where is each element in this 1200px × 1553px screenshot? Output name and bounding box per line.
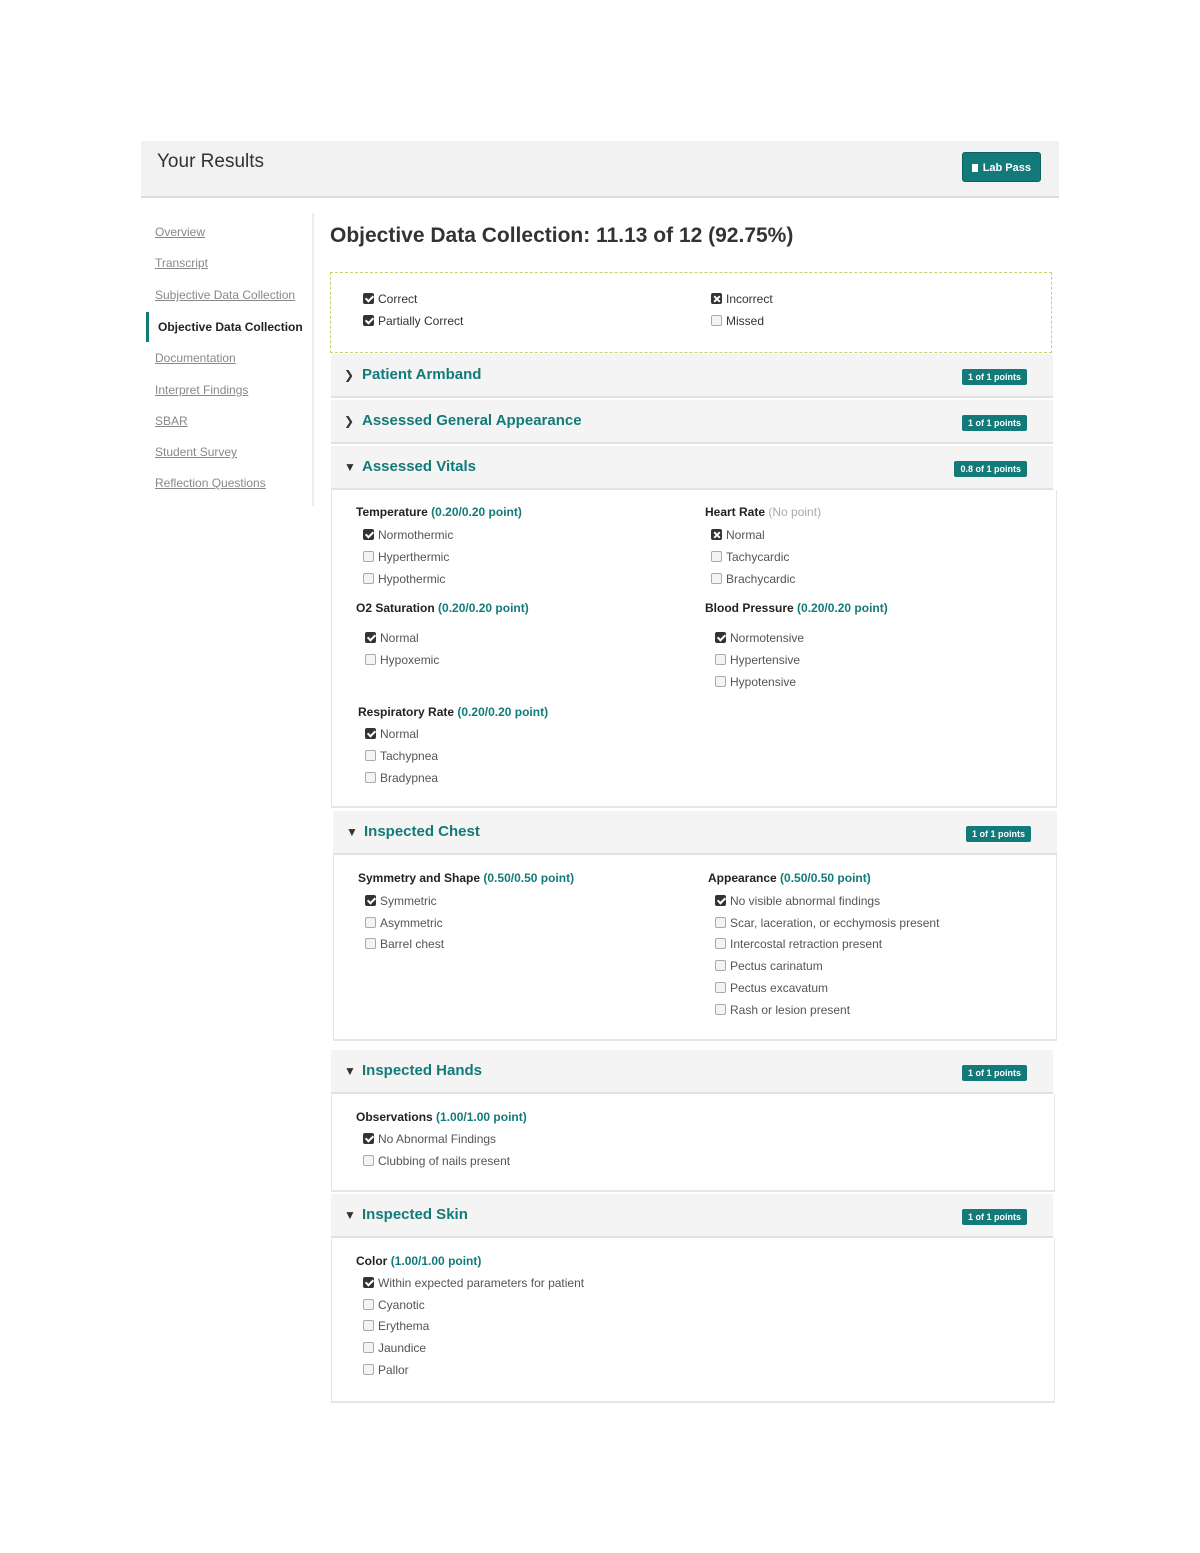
section-inspected-hands[interactable]: [331, 1050, 1053, 1094]
points-badge: 1 of 1 points: [962, 415, 1027, 431]
checkbox-checked-icon: [363, 1277, 374, 1288]
option-no-abnormal-findings: No Abnormal Findings: [363, 1132, 496, 1146]
sidebar-item-interpret-findings[interactable]: Interpret Findings: [155, 383, 249, 397]
option-jaundice: Jaundice: [363, 1341, 426, 1355]
option-bradypnea: Bradypnea: [365, 771, 438, 785]
sidebar-item-subjective-data-collection[interactable]: Subjective Data Collection: [155, 288, 296, 302]
checkbox-empty-icon: [715, 917, 726, 928]
chevron-down-icon: ▼: [346, 825, 358, 839]
option-hypothermic: Hypothermic: [363, 572, 445, 586]
checkbox-empty-icon: [715, 676, 726, 687]
vitals-body: [331, 490, 1057, 808]
chevron-right-icon: ❯: [344, 368, 355, 382]
page-title: Objective Data Collection: 11.13 of 12 (92.75%): [330, 224, 794, 247]
points-badge: 1 of 1 points: [962, 1209, 1027, 1225]
checkbox-empty-icon: [365, 938, 376, 949]
option-pectus-excavatum: Pectus excavatum: [715, 981, 828, 995]
sidebar-item-overview[interactable]: Overview: [155, 225, 206, 239]
checkbox-empty-icon: [363, 1342, 374, 1353]
option-pallor: Pallor: [363, 1363, 409, 1377]
section-inspected-chest[interactable]: [333, 811, 1057, 855]
option-scar-laceration: Scar, laceration, or ecchymosis present: [715, 916, 939, 930]
option-normal: Normal: [365, 631, 419, 645]
option-barrel-chest: Barrel chest: [365, 937, 444, 951]
checkbox-empty-icon: [365, 750, 376, 761]
sidebar-item-student-survey[interactable]: Student Survey: [155, 445, 238, 459]
option-tachypnea: Tachypnea: [365, 749, 438, 763]
sidebar-item-documentation[interactable]: Documentation: [155, 351, 236, 365]
legend-incorrect: Incorrect: [711, 292, 773, 306]
question-observations: Observations (1.00/1.00 point): [356, 1110, 527, 1124]
option-pectus-carinatum: Pectus carinatum: [715, 959, 823, 973]
points-badge: 1 of 1 points: [962, 369, 1027, 385]
chest-body: [333, 855, 1057, 1041]
checkbox-checked-icon: [715, 895, 726, 906]
checkbox-empty-icon: [363, 1155, 374, 1166]
sidebar-item-sbar[interactable]: SBAR: [155, 414, 188, 428]
checkbox-checked-icon: [365, 895, 376, 906]
option-asymmetric: Asymmetric: [365, 916, 443, 930]
checkbox-empty-icon: [365, 654, 376, 665]
question-symmetry-and-shape: Symmetry and Shape (0.50/0.50 point): [358, 871, 575, 885]
checkbox-empty-icon: [363, 573, 374, 584]
option-hypoxemic: Hypoxemic: [365, 653, 439, 667]
checkbox-empty-icon: [711, 315, 722, 326]
section-title: Inspected Chest: [364, 823, 480, 840]
question-color: Color (1.00/1.00 point): [356, 1254, 482, 1268]
option-erythema: Erythema: [363, 1319, 429, 1333]
question-blood-pressure: Blood Pressure (0.20/0.20 point): [705, 601, 888, 615]
results-header: [141, 141, 1059, 198]
checkbox-empty-icon: [363, 1299, 374, 1310]
chevron-right-icon: ❯: [344, 414, 355, 428]
checkbox-empty-icon: [715, 960, 726, 971]
question-temperature: Temperature (0.20/0.20 point): [356, 505, 522, 519]
checkbox-checked-icon: [363, 315, 374, 326]
checkbox-checked-icon: [363, 529, 374, 540]
question-heart-rate: Heart Rate (No point): [705, 505, 822, 519]
legend: [330, 272, 1052, 353]
checkbox-empty-icon: [365, 917, 376, 928]
section-title: Inspected Hands: [362, 1062, 483, 1079]
checkbox-x-icon: [711, 529, 722, 540]
checkbox-checked-icon: [363, 293, 374, 304]
page-header-title: Your Results: [157, 151, 265, 172]
sidebar-item-reflection-questions[interactable]: Reflection Questions: [155, 476, 266, 490]
checkbox-x-icon: [711, 293, 722, 304]
option-within-expected-parameters: Within expected parameters for patient: [363, 1276, 584, 1290]
hands-body: [331, 1094, 1055, 1192]
option-hypotensive: Hypotensive: [715, 675, 796, 689]
question-o2-saturation: O2 Saturation (0.20/0.20 point): [356, 601, 529, 615]
checkbox-empty-icon: [363, 551, 374, 562]
sidebar-item-objective-data-collection[interactable]: Objective Data Collection: [146, 312, 303, 342]
option-rash-or-lesion: Rash or lesion present: [715, 1003, 850, 1017]
checkbox-checked-icon: [715, 632, 726, 643]
points-badge: 1 of 1 points: [966, 826, 1031, 842]
question-appearance: Appearance (0.50/0.50 point): [708, 871, 871, 885]
option-brachycardic: Brachycardic: [711, 572, 795, 586]
chevron-down-icon: ▼: [344, 1208, 356, 1222]
section-title: Assessed Vitals: [362, 458, 476, 475]
section-inspected-skin[interactable]: [331, 1194, 1053, 1238]
section-patient-armband[interactable]: [331, 354, 1053, 398]
option-normotensive: Normotensive: [715, 631, 804, 645]
checkbox-empty-icon: [711, 551, 722, 562]
points-badge: 1 of 1 points: [962, 1065, 1027, 1081]
checkbox-empty-icon: [715, 654, 726, 665]
section-title: Inspected Skin: [362, 1206, 468, 1223]
lab-pass-button[interactable]: [962, 152, 1041, 182]
question-respiratory-rate: Respiratory Rate (0.20/0.20 point): [358, 705, 549, 719]
option-normal: Normal: [365, 727, 419, 741]
checkbox-empty-icon: [711, 573, 722, 584]
option-normothermic: Normothermic: [363, 528, 453, 542]
sidebar-item-transcript[interactable]: Transcript: [155, 256, 208, 270]
option-cyanotic: Cyanotic: [363, 1298, 425, 1312]
option-intercostal-retraction: Intercostal retraction present: [715, 937, 882, 951]
section-assessed-vitals[interactable]: [331, 446, 1053, 490]
checkbox-empty-icon: [365, 772, 376, 783]
option-hyperthermic: Hyperthermic: [363, 550, 449, 564]
option-hypertensive: Hypertensive: [715, 653, 800, 667]
option-normal: Normal: [711, 528, 765, 542]
checkbox-checked-icon: [365, 728, 376, 739]
legend-partially-correct: Partially Correct: [363, 314, 463, 328]
section-title: Patient Armband: [362, 366, 482, 383]
checkbox-empty-icon: [715, 982, 726, 993]
section-title: Assessed General Appearance: [362, 412, 582, 429]
legend-missed: Missed: [711, 314, 764, 328]
option-tachycardic: Tachycardic: [711, 550, 789, 564]
section-general-appearance[interactable]: [331, 400, 1053, 444]
chevron-down-icon: ▼: [344, 460, 356, 474]
checkbox-empty-icon: [715, 1004, 726, 1015]
document-icon: [972, 164, 978, 172]
checkbox-checked-icon: [365, 632, 376, 643]
skin-body: [331, 1238, 1055, 1403]
chevron-down-icon: ▼: [344, 1064, 356, 1078]
checkbox-empty-icon: [363, 1364, 374, 1375]
sidebar-nav: [146, 213, 314, 506]
checkbox-checked-icon: [363, 1133, 374, 1144]
legend-correct: Correct: [363, 292, 417, 306]
option-clubbing-of-nails: Clubbing of nails present: [363, 1154, 510, 1168]
points-badge: 0.8 of 1 points: [954, 461, 1027, 477]
checkbox-empty-icon: [363, 1320, 374, 1331]
option-no-visible-abnormal-findings: No visible abnormal findings: [715, 894, 880, 908]
lab-pass-label: Lab Pass: [982, 162, 1031, 174]
option-symmetric: Symmetric: [365, 894, 437, 908]
checkbox-empty-icon: [715, 938, 726, 949]
